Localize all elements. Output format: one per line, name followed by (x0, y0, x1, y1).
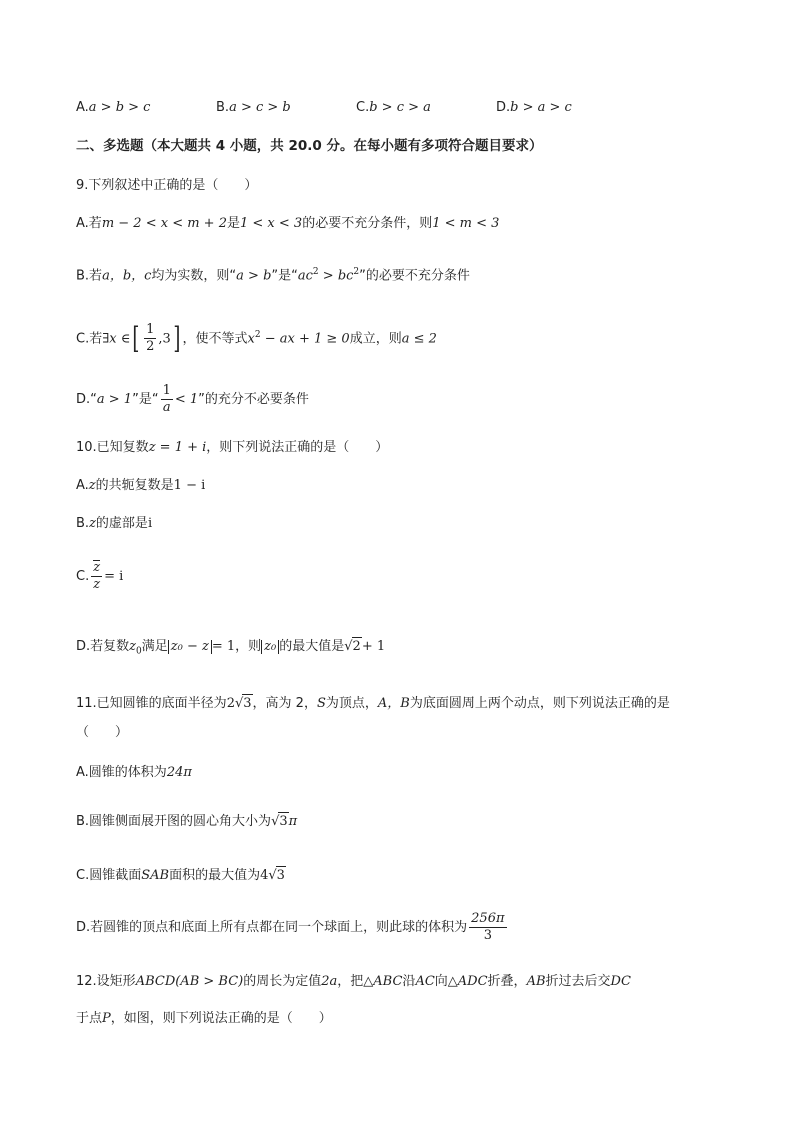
section-header: 二、多选题（本大题共 4 小题，共 20.0 分。在每小题有多项符合题目要求） (76, 138, 543, 154)
q9-option-b: B.若a，b，c均为实数，则“a > b”是“$ac^2 > bc^2$”的必要不充分条件 (76, 267, 470, 284)
sqrt-symbol: √ (271, 814, 280, 829)
q9-option-c: C.若∃x ∈[ $\frac{1}{2}$ ,3] ，使不等式$x^2$ − ax + 1 ≥ 0成立，则a ≤ 2 (76, 320, 437, 356)
sqrt-symbol: √ (268, 868, 277, 883)
fraction-zbar-over-z: $\frac{z}{z}$ (93, 560, 101, 592)
q12-stem-line2: 于点P，如图，则下列说法正确的是（ ） (76, 1011, 332, 1026)
q8-option-c: C.b > c > a (356, 100, 431, 115)
q8-option-a: A.a > b > c (76, 100, 151, 115)
q11-option-a: A.圆锥的体积为24π (76, 765, 192, 780)
fraction-one-over-a: $\frac{1}{a}$ (162, 383, 171, 415)
sqrt-symbol: √ (344, 639, 353, 654)
q11-option-d: D.若圆锥的顶点和底面上所有点都在同一个球面上，则此球的体积为 $\frac{256\pi}{3}$ (76, 911, 505, 943)
q11-stem: 11.已知圆锥的底面半径为2√3，高为 2，S为顶点，A，B为底面圆周上两个动点，则下列说法正确的是 (76, 696, 670, 711)
q10-option-d: D.若复数$z_0$满足 z₀ − z = 1，则 z₀ 的最大值是√2+ 1 (76, 639, 386, 657)
q11-option-b: B.圆锥侧面展开图的圆心角大小为√3π (76, 814, 298, 829)
fraction-half: $\frac{1}{2}$ (146, 322, 155, 355)
q10-option-b: B.z的虚部是i (76, 516, 153, 531)
right-bracket: ] (173, 320, 181, 356)
q10-stem: 10.已知复数z = 1 + i，则下列说法正确的是（ ） (76, 440, 389, 455)
q8-option-d: D.b > a > c (496, 100, 572, 115)
q11-stem-line2: （ ） (76, 725, 129, 740)
q9-option-d: D.“a > 1”是“ $\frac{1}{a}$ < 1”的充分不必要条件 (76, 383, 309, 415)
q9-stem: 9.下列叙述中正确的是（ ） (76, 178, 258, 193)
q10-option-a: A.z的共轭复数是1 − i (76, 478, 206, 493)
q12-stem: 12.设矩形ABCD(AB > BC)的周长为定值2a，把△ABC沿AC向△ADC折叠，AB折过去后交DC (76, 974, 631, 989)
sqrt-symbol: √ (234, 696, 244, 711)
q11-option-c: C.圆锥截面SAB面积的最大值为4√3 (76, 868, 285, 883)
exponent: 2 (254, 330, 261, 340)
q8-option-b: B.a > c > b (216, 100, 291, 115)
q10-option-c: C. $\frac{z}{z}$ = i (76, 560, 124, 592)
left-bracket: [ (132, 320, 140, 356)
fraction-volume: $\frac{256\pi}{3}$ (471, 911, 505, 943)
q9-option-a: A.若m − 2 < x < m + 2是1 < x < 3的必要不充分条件，则1 < m < 3 (76, 216, 500, 231)
